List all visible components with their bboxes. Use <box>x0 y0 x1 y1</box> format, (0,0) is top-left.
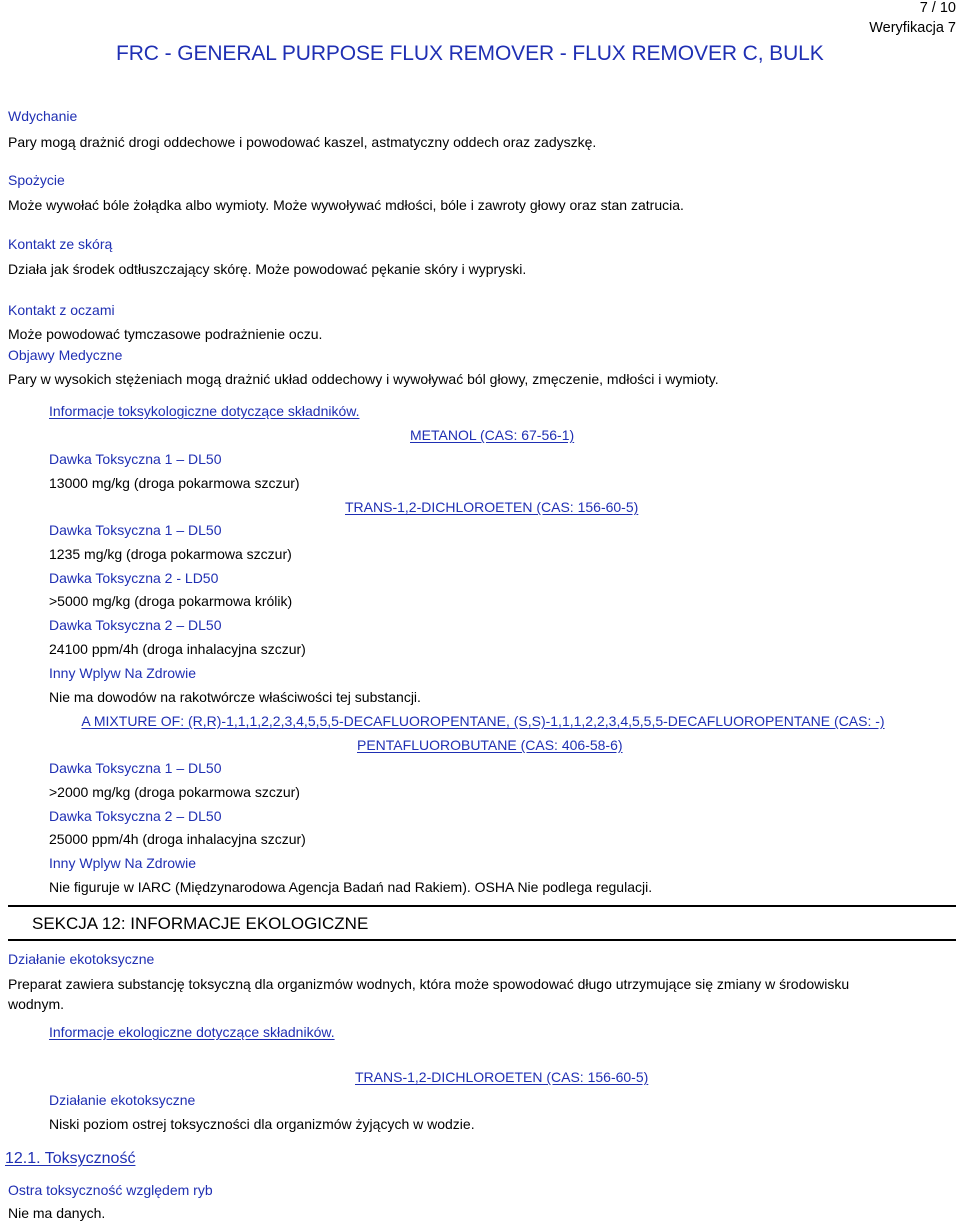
section-12-title: SEKCJA 12: INFORMACJE EKOLOGICZNE <box>32 914 369 933</box>
dichloroethene-dose3-value: 24100 ppm/4h (droga inhalacyjna szczur) <box>49 641 306 657</box>
methanol-name: METANOL (CAS: 67-56-1) <box>410 427 575 443</box>
ingestion-heading: Spożycie <box>8 172 65 188</box>
inhalation-text: Pary mogą drażnić drogi oddechowe i powodować kaszel, astmatyczny oddech oraz zadyszkę. <box>8 134 597 150</box>
dichloroethene-dose2-label: Dawka Toksyczna 2 - LD50 <box>49 570 219 586</box>
ecotox-text: Preparat zawiera substancję toksyczną dla organizmów wodnych, która może spowodować długo utrzymujące się zmiany w środowisku wodnym. <box>8 976 850 1012</box>
dichloroethene-dose3-label: Dawka Toksyczna 2 – DL50 <box>49 617 222 633</box>
eyes-text: Może powodować tymczasowe podrażnienie oczu. <box>8 326 323 342</box>
section-12-header <box>8 905 956 941</box>
eco-component-heading: Działanie ekotoksyczne <box>49 1092 196 1108</box>
mixture-dose2-label: Dawka Toksyczna 2 – DL50 <box>49 808 222 824</box>
symptoms-text: Pary w wysokich stężeniach mogą drażnić układ oddechowy i wywoływać ból głowy, zmęczenie, mdłości i wymioty. <box>8 371 719 387</box>
toxicity-subheading: 12.1. Toksyczność <box>5 1150 136 1167</box>
mixture-other-label: Inny Wplyw Na Zdrowie <box>49 855 197 871</box>
inhalation-heading: Wdychanie <box>8 108 78 124</box>
acute-fish-heading: Ostra toksyczność względem ryb <box>8 1182 213 1198</box>
symptoms-heading: Objawy Medyczne <box>8 347 123 363</box>
dichloroethene-name: TRANS-1,2-DICHLOROETEN (CAS: 156-60-5) <box>345 499 639 515</box>
dichloroethene-other-value: Nie ma dowodów na rakotwórcze właściwości tej substancji. <box>49 689 421 705</box>
mixture-other-value: Nie figuruje w IARC (Międzynarodowa Agencja Badań nad Rakiem). OSHA Nie podlega regulacji. <box>49 879 653 895</box>
tox-info-heading: Informacje toksykologiczne dotyczące składników. <box>49 403 360 419</box>
version-label: Weryfikacja 7 <box>869 20 956 36</box>
methanol-dose-value: 13000 mg/kg (droga pokarmowa szczur) <box>49 475 300 491</box>
dichloroethene-dose1-value: 1235 mg/kg (droga pokarmowa szczur) <box>49 546 292 562</box>
dichloroethene-dose2-value: >5000 mg/kg (droga pokarmowa królik) <box>49 593 293 609</box>
dichloroethene-dose1-label: Dawka Toksyczna 1 – DL50 <box>49 522 222 538</box>
ingestion-text: Może wywołać bóle żołądka albo wymioty. Może wywoływać mdłości, bóle i zawroty głowy oraz stan zatrucia. <box>8 197 684 213</box>
mixture-dose1-label: Dawka Toksyczna 1 – DL50 <box>49 760 222 776</box>
document-title: FRC - GENERAL PURPOSE FLUX REMOVER - FLUX REMOVER C, BULK <box>116 42 824 65</box>
ecotox-heading: Działanie ekotoksyczne <box>8 951 155 967</box>
skin-text: Działa jak środek odtłuszczający skórę. Może powodować pękanie skóry i wypryski. <box>8 261 527 277</box>
dichloroethene-other-label: Inny Wplyw Na Zdrowie <box>49 665 197 681</box>
eco-component-text: Niski poziom ostrej toksyczności dla organizmów żyjących w wodzie. <box>49 1116 475 1132</box>
mixture-name: A MIXTURE OF: (R,R)-1,1,1,2,2,3,4,5,5,5-DECAFLUOROPENTANE, (S,S)-1,1,1,2,2,3,4,5,5,5-DECAFLUOROPENTANE (CAS: -) <box>81 713 885 729</box>
methanol-dose-label: Dawka Toksyczna 1 – DL50 <box>49 451 222 467</box>
skin-heading: Kontakt ze skórą <box>8 236 113 252</box>
eyes-heading: Kontakt z oczami <box>8 302 115 318</box>
mixture-dose1-value: >2000 mg/kg (droga pokarmowa szczur) <box>49 784 300 800</box>
acute-fish-text: Nie ma danych. <box>8 1205 106 1221</box>
page-number: 7 / 10 <box>919 0 956 16</box>
eco-info-heading: Informacje ekologiczne dotyczące składników. <box>49 1024 335 1040</box>
mixture-dose2-value: 25000 ppm/4h (droga inhalacyjna szczur) <box>49 831 306 847</box>
pentafluorobutane-name: PENTAFLUOROBUTANE (CAS: 406-58-6) <box>357 737 623 753</box>
eco-component-name: TRANS-1,2-DICHLOROETEN (CAS: 156-60-5) <box>355 1069 649 1085</box>
